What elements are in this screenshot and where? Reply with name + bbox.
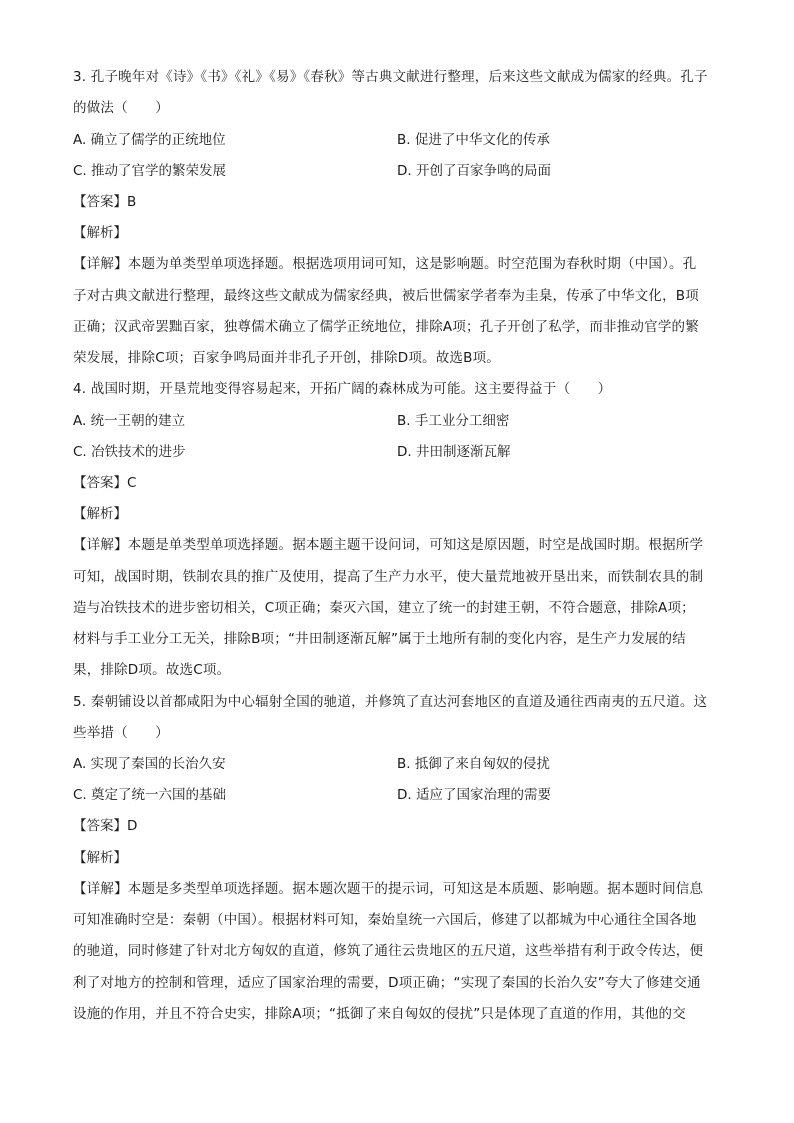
q5-option-d: D. 适应了国家治理的需要 bbox=[397, 787, 551, 803]
q3-option-b: B. 促进了中华文化的传承 bbox=[397, 132, 550, 148]
q3-stem-line2: 的做法（ ） bbox=[73, 100, 169, 116]
q5-option-a: A. 实现了秦国的长治久安 bbox=[73, 756, 226, 772]
q3-answer: 【答案】B bbox=[73, 194, 137, 210]
q5-detail-line: 【详解】本题是多类型单项选择题。据本题次题干的提示词，可知这是本质题、影响题。据本题时间信息 bbox=[73, 881, 704, 897]
q3-detail-line: 子对古典文献进行整理，最终这些文献成为儒家经典，被后世儒家学者奉为圭臬，传承了中华文化，B项 bbox=[73, 288, 699, 304]
q5-option-b: B. 抵御了来自匈奴的侵扰 bbox=[397, 756, 550, 772]
q4-option-c: C. 冶铁技术的进步 bbox=[73, 444, 186, 460]
q5-answer: 【答案】D bbox=[73, 818, 138, 834]
q3-option-a: A. 确立了儒学的正统地位 bbox=[73, 132, 226, 148]
q5-analysis-heading: 【解析】 bbox=[73, 850, 127, 866]
q5-detail-line: 的驰道，同时修建了针对北方匈奴的直道，修筑了通往云贵地区的五尺道，这些举措有利于政令传达，便 bbox=[73, 943, 704, 959]
q3-option-c: C. 推动了官学的繁荣发展 bbox=[73, 163, 227, 179]
q5-detail-line: 设施的作用，并且不符合史实，排除A项；“抵御了来自匈奴的侵扰”只是体现了直道的作用，其他的交 bbox=[73, 1006, 686, 1022]
q3-detail-line: 【详解】本题为单类型单项选择题。根据选项用词可知，这是影响题。时空范围为春秋时期（中国）。孔 bbox=[73, 256, 697, 272]
q4-detail-line: 果，排除D项。故选C项。 bbox=[73, 662, 231, 678]
q3-detail-line: 正确；汉武帝罢黜百家，独尊儒术确立了儒学正统地位，排除A项；孔子开创了私学，而非推动官学的繁 bbox=[73, 319, 699, 335]
q4-detail-line: 材料与手工业分工无关，排除B项；“井田制逐渐瓦解”属于土地所有制的变化内容，是生产力发展的结 bbox=[73, 631, 686, 647]
q3-analysis-heading: 【解析】 bbox=[73, 225, 127, 241]
q4-option-d: D. 井田制逐渐瓦解 bbox=[397, 444, 511, 460]
q5-stem-line1: 5. 秦朝铺设以首都咸阳为中心辐射全国的驰道，并修筑了直达河套地区的直道及通往西南夷的五尺道。这 bbox=[73, 694, 708, 710]
q4-detail-line: 【详解】本题是单类型单项选择题。据本题主题干设问词，可知这是原因题，时空是战国时期。根据所学 bbox=[73, 537, 704, 553]
q4-answer: 【答案】C bbox=[73, 475, 137, 491]
q3-stem-line1: 3. 孔子晚年对《诗》《书》《礼》《易》《春秋》等古典文献进行整理，后来这些文献成为儒家的经典。孔子 bbox=[73, 69, 708, 85]
q5-stem-line2: 些举措（ ） bbox=[73, 725, 169, 741]
q4-option-a: A. 统一王朝的建立 bbox=[73, 413, 186, 429]
q5-detail-line: 可知准确时空是：秦朝（中国）。根据材料可知，秦始皇统一六国后，修建了以都城为中心通往全国各地 bbox=[73, 912, 697, 928]
q4-detail-line: 造与冶铁技术的进步密切相关，C项正确；秦灭六国，建立了统一的封建王朝，不符合题意，排除A项； bbox=[73, 600, 695, 616]
q4-analysis-heading: 【解析】 bbox=[73, 506, 127, 522]
q3-option-d: D. 开创了百家争鸣的局面 bbox=[397, 163, 551, 179]
q4-detail-line: 可知，战国时期，铁制农具的推广及使用，提高了生产力水平，使大量荒地被开垦出来，而铁制农具的制 bbox=[73, 569, 704, 585]
q3-detail-line: 荣发展，排除C项；百家争鸣局面并非孔子开创，排除D项。故选B项。 bbox=[73, 350, 500, 366]
q4-stem-line1: 4. 战国时期，开垦荒地变得容易起来，开拓广阔的森林成为可能。这主要得益于（ ） bbox=[73, 381, 612, 397]
q4-option-b: B. 手工业分工细密 bbox=[397, 413, 510, 429]
q5-detail-line: 利了对地方的控制和管理，适应了国家治理的需要，D项正确；“实现了秦国的长治久安”夸大了修建交通 bbox=[73, 975, 701, 991]
q5-option-c: C. 奠定了统一六国的基础 bbox=[73, 787, 227, 803]
